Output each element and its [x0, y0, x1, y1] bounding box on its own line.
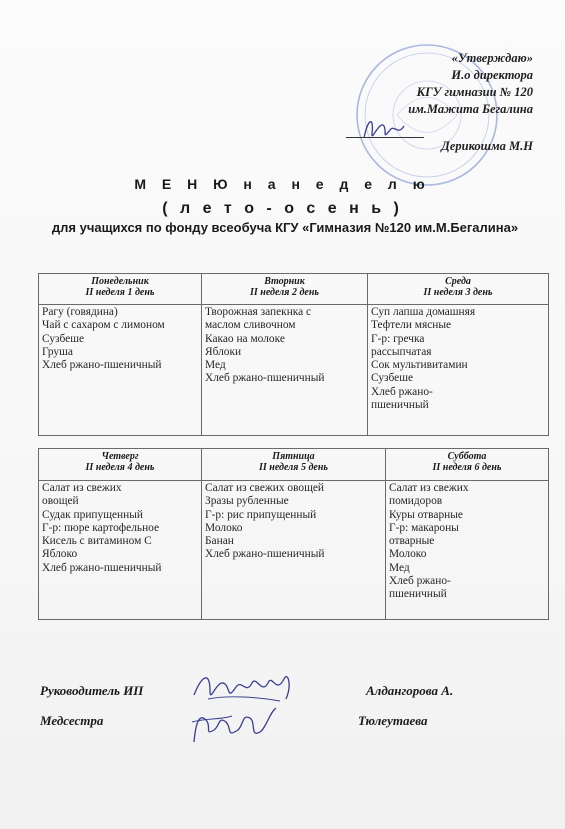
manager-name: Алдангорова А. [366, 683, 454, 698]
day-label: II неделя 4 день [85, 462, 155, 473]
menu-item: отварные [389, 535, 435, 548]
menu-item: Творожная запекнка с [205, 306, 312, 318]
menu-item: пшеничный [389, 588, 447, 601]
subtitle: для учащихся по фонду всеобуча КГУ «Гимназия №120 им.М.Бегалина» [51, 220, 519, 235]
menu-item: Хлеб ржано- [371, 385, 433, 398]
menu-item: Молоко [205, 521, 243, 534]
menu-table-week-part-1 [38, 273, 549, 436]
menu-item: Салат из свежих овощей [205, 482, 325, 494]
day-name: Пятница [272, 451, 315, 462]
menu-item: Сузбеше [371, 372, 414, 385]
day-header [386, 449, 549, 481]
menu-item: Чай с сахаром с лимоном [42, 319, 165, 332]
day-name: Среда [445, 276, 471, 287]
menu-cell-saturday [386, 481, 549, 620]
menu-item: Кисель с витамином С [42, 535, 152, 548]
menu-item: Куры отварные [389, 508, 463, 521]
day-label: II неделя 1 день [85, 287, 155, 298]
day-name: Понедельник [91, 276, 149, 287]
menu-cell-tuesday [202, 305, 368, 436]
menu-table-week-part-2 [38, 448, 549, 620]
table-row [39, 481, 549, 620]
day-name: Суббота [447, 451, 487, 462]
menu-item: Рагу (говядина) [42, 306, 118, 318]
menu-item: Зразы рубленные [205, 495, 289, 508]
day-name: Вторник [264, 276, 305, 287]
manager-role: Руководитель ИП [40, 683, 144, 698]
menu-item: Г-р: макароны [389, 521, 459, 534]
director-signature [356, 112, 416, 144]
menu-item: Салат из свежих [389, 482, 469, 494]
menu-item: Хлеб ржано-пшеничный [42, 359, 162, 372]
menu-item: маслом сливочном [205, 319, 296, 332]
day-name: Четверг [101, 451, 139, 462]
menu-cell-thursday [39, 481, 202, 620]
nurse-name: Тюлеутаева [358, 713, 428, 728]
menu-item: овощей [42, 495, 79, 508]
nurse-signature [186, 702, 281, 752]
menu-item: Хлеб ржано- [389, 575, 451, 588]
day-header [39, 274, 202, 305]
menu-item: Сузбеше [42, 332, 85, 345]
approval-line-4: им.Мажита Бегалина [408, 102, 533, 116]
approval-line-3: КГУ гимназии № 120 [416, 85, 533, 99]
menu-item: Яблоки [205, 345, 242, 358]
season-title: ( л е т о - о с е н ь ) [162, 200, 403, 217]
menu-item: Судак припущенный [42, 508, 143, 521]
day-label: II неделя 6 день [432, 462, 502, 473]
menu-item: Хлеб ржано-пшеничный [205, 372, 325, 385]
menu-item: Груша [42, 345, 73, 358]
day-header [39, 449, 202, 481]
menu-cell-friday [202, 481, 386, 620]
menu-item: Молоко [389, 548, 427, 561]
menu-item: Какао на молоке [205, 332, 285, 345]
approval-line-1: «Утверждаю» [451, 51, 533, 65]
menu-item: Тефтели мясные [371, 319, 452, 332]
menu-item: пшеничный [371, 399, 429, 412]
menu-item: Банан [205, 535, 234, 548]
day-header [368, 274, 549, 305]
menu-item: Хлеб ржано-пшеничный [205, 548, 325, 561]
menu-cell-monday [39, 305, 202, 436]
table-header-row [39, 274, 549, 305]
menu-item: помидоров [389, 495, 443, 508]
approval-signer: Дерикошма М.Н [441, 139, 533, 153]
menu-item: Г-р: рис припущенный [205, 508, 317, 521]
day-header [202, 449, 386, 481]
menu-item: Салат из свежих [42, 482, 122, 494]
menu-item: Сок мультивитамин [371, 359, 468, 372]
day-header [202, 274, 368, 305]
menu-cell-wednesday [368, 305, 549, 436]
nurse-role: Медсестра [40, 713, 104, 728]
table-header-row [39, 449, 549, 481]
day-label: II неделя 3 день [423, 287, 493, 298]
menu-item: Мед [205, 359, 226, 372]
menu-item: Яблоко [42, 548, 78, 561]
menu-item: Суп лапша домашняя [371, 306, 476, 318]
menu-item: Мед [389, 561, 410, 574]
approval-line-2: И.о директора [451, 68, 533, 82]
day-label: II неделя 5 день [259, 462, 328, 473]
menu-item: Г-р: пюре картофельное [42, 521, 160, 534]
menu-item: рассыпчатая [371, 345, 432, 358]
day-label: II неделя 2 день [250, 287, 319, 298]
table-row [39, 305, 549, 436]
menu-title: М Е Н Ю н а н е д е л ю [134, 176, 431, 192]
menu-item: Хлеб ржано-пшеничный [42, 561, 162, 574]
menu-item: Г-р: гречка [371, 332, 425, 345]
